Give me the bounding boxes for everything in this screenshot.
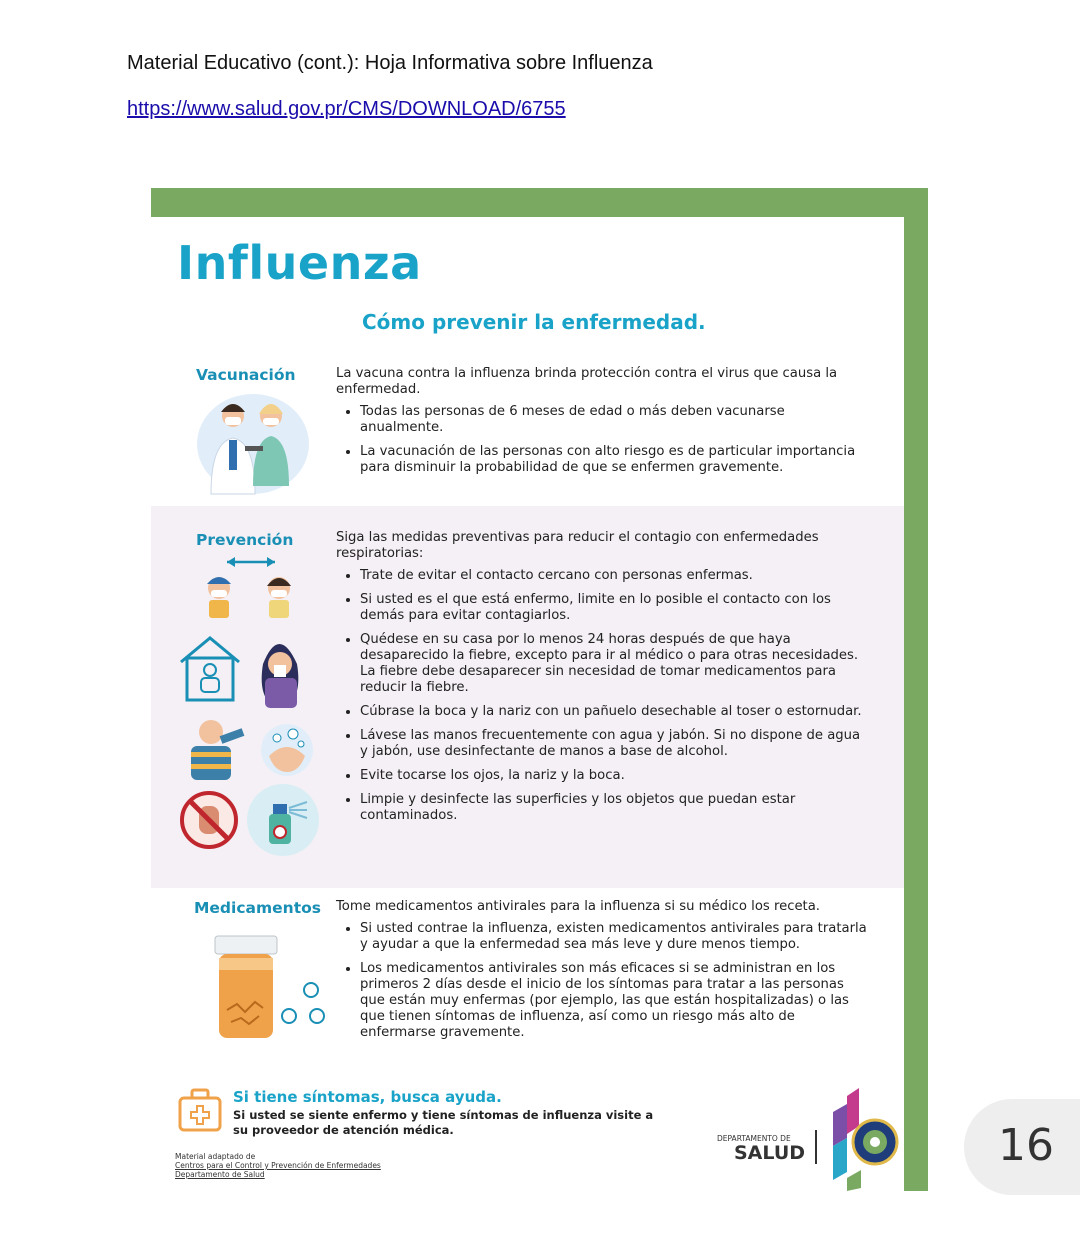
section-label-prevencion: Prevención [196, 531, 294, 549]
section-text-medicamentos [336, 899, 871, 1049]
help-body: Si usted se siente enfermo y tiene síntomas de influenza visite a su proveedor de atención médica. [233, 1108, 654, 1137]
section-intro: Siga las medidas preventivas para reducir el contagio con enfermedades respiratorias: [336, 530, 819, 561]
people-icon [207, 577, 291, 618]
disinfect-spray-icon [247, 784, 319, 856]
section-label-medicamentos: Medicamentos [194, 899, 321, 917]
list-item: • Los medicamentos antivirales son más eficaces si se administran en los primeros 2 días desde el inicio de los síntomas para tratar a las personas que están muy enfermas (por ejemplo, las que están hospitalizadas) o las que tienen síntomas de influenza, así como un riesgo más alto de enfermarse gravemente. [360, 961, 871, 1041]
help-title: Si tiene síntomas, busca ayuda. [233, 1088, 502, 1106]
section-text-prevencion [336, 530, 871, 832]
list-item: • Lávese las manos frecuentemente con agua y jabón. Si no dispone de agua y jabón, use desinfectante de manos a base de alcohol. [360, 728, 871, 760]
sheet-side-bar [904, 188, 928, 1191]
prevention-illustrations [177, 552, 327, 868]
first-aid-kit-icon [177, 1088, 223, 1134]
house-icon [181, 638, 239, 700]
sneezing-person-icon [262, 644, 299, 708]
sheet-title: Influenza [177, 236, 422, 290]
section-label-vacunacion: Vacunación [196, 366, 296, 384]
department-of-health-logo-icon [829, 1086, 901, 1191]
distance-arrow-icon [227, 557, 275, 567]
page-number: 16 [998, 1120, 1054, 1171]
logo-divider [815, 1130, 817, 1164]
list-item: • Cúbrase la boca y la nariz con un pañuelo desechable al toser o estornudar. [360, 704, 871, 720]
logo-salud-text: SALUD [734, 1142, 806, 1164]
section-text-vacunacion [336, 366, 871, 484]
credit-line: Material adaptado de [175, 1152, 256, 1161]
document-link[interactable]: https://www.salud.gov.pr/CMS/DOWNLOAD/6755 [127, 98, 566, 120]
list-item: • Todas las personas de 6 meses de edad o más deben vacunarse anualmente. [360, 404, 871, 436]
no-touch-face-icon [182, 793, 236, 847]
logo-department-text: DEPARTAMENTO DE [717, 1134, 791, 1143]
credit-link-salud[interactable]: Departamento de Salud [175, 1170, 265, 1179]
list-item: • Evite tocarse los ojos, la nariz y la boca. [360, 768, 871, 784]
handwashing-icon [261, 724, 313, 776]
section-intro: Tome medicamentos antivirales para la influenza si su médico los receta. [336, 899, 821, 914]
list-item: • Si usted contrae la influenza, existen medicamentos antivirales para tratarla y ayudar a que la enfermedad sea más leve y dure menos tiempo. [360, 921, 871, 953]
credit-link-cdc[interactable]: Centros para el Control y Prevención de Enfermedades [175, 1161, 381, 1170]
info-sheet [151, 188, 928, 1191]
coughing-person-icon [191, 720, 243, 780]
list-item: • Si usted es el que está enfermo, limite en lo posible el contacto con los demás para evitar contagiarlos. [360, 592, 871, 624]
source-credit [175, 1152, 381, 1179]
vaccination-illustration [193, 386, 311, 496]
document-header-title: Material Educativo (cont.): Hoja Informativa sobre Influenza [127, 52, 653, 74]
medicine-illustration [209, 930, 333, 1042]
section-intro: La vacuna contra la influenza brinda protección contra el virus que causa la enfermedad. [336, 366, 838, 397]
list-item: • Limpie y desinfecte las superficies y los objetos que puedan estar contaminados. [360, 792, 871, 824]
list-item: • Trate de evitar el contacto cercano con personas enfermas. [360, 568, 871, 584]
sheet-subtitle: Cómo prevenir la enfermedad. [362, 310, 706, 334]
list-item: • La vacunación de las personas con alto riesgo es de particular importancia para disminuir la probabilidad de que se enfermen gravemente. [360, 444, 871, 476]
list-item: • Quédese en su casa por lo menos 24 horas después de que haya desaparecido la fiebre, excepto para ir al médico o para otras necesidades. La fiebre debe desaparecer sin necesidad de tomar medicamentos para reducir la fiebre. [360, 632, 871, 696]
sheet-top-bar [151, 188, 928, 217]
